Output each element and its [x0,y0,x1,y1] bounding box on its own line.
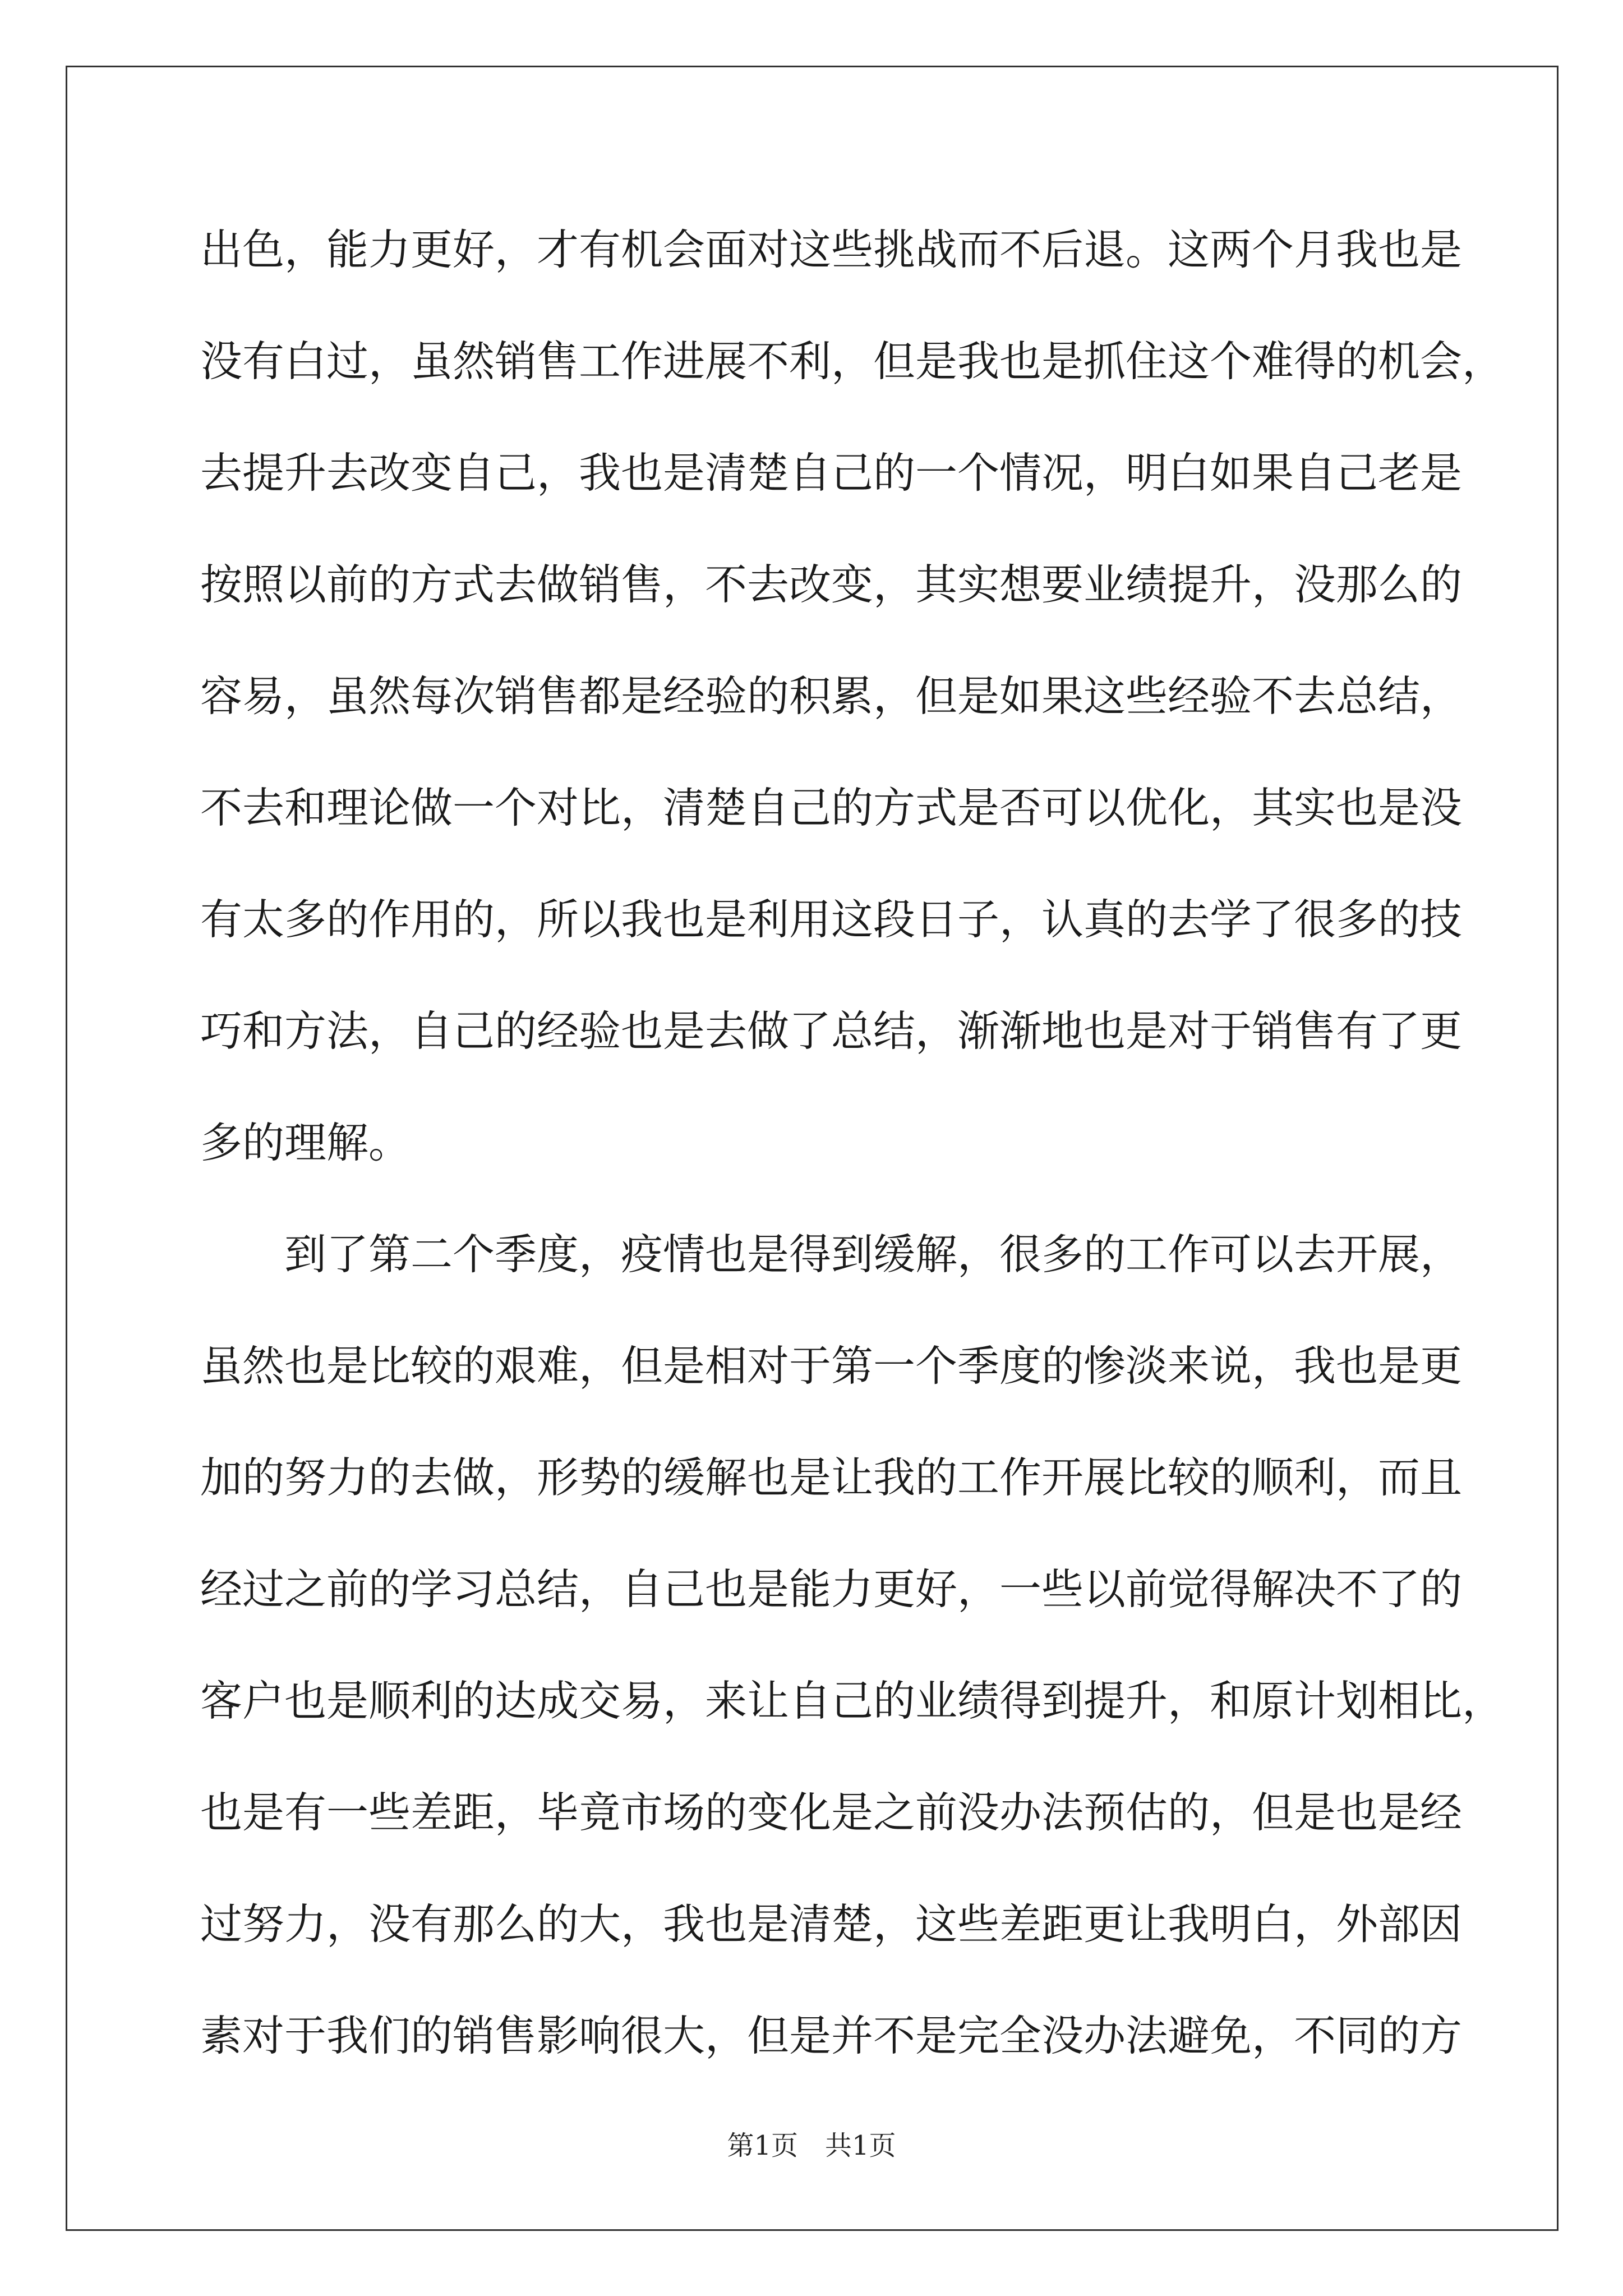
paragraph-line: 到了第二个季度，疫情也是得到缓解，很多的工作可以去开展， [200,1230,1463,1279]
paragraph-line: 经过之前的学习总结，自己也是能力更好，一些以前觉得解决不了的 [200,1565,1463,1614]
paragraph-line: 多的理解。 [200,1118,411,1167]
paragraph-line: 客户也是顺利的达成交易，来让自己的业绩得到提升，和原计划相比， [200,1676,1505,1726]
paragraph-line: 不去和理论做一个对比，清楚自己的方式是否可以优化，其实也是没 [200,783,1463,832]
paragraph-line: 去提升去改变自己，我也是清楚自己的一个情况，明白如果自己老是 [200,448,1463,498]
paragraph-line: 出色，能力更好，才有机会面对这些挑战而不后退。这两个月我也是 [200,225,1463,274]
paragraph-line: 按照以前的方式去做销售，不去改变，其实想要业绩提升，没那么的 [200,560,1463,609]
paragraph-line: 没有白过，虽然销售工作进展不利，但是我也是抓住这个难得的机会， [200,337,1505,386]
paragraph-line: 加的努力的去做，形势的缓解也是让我的工作开展比较的顺利，而且 [200,1453,1463,1502]
paragraph-line: 也是有一些差距，毕竟市场的变化是之前没办法预估的，但是也是经 [200,1788,1463,1837]
page-number-footer: 第1页 共1页 [727,2130,896,2161]
paragraph-line: 素对于我们的销售影响很大，但是并不是完全没办法避免，不同的方 [200,2011,1463,2060]
paragraph-line: 容易，虽然每次销售都是经验的积累，但是如果这些经验不去总结， [200,671,1463,721]
paragraph-line: 巧和方法，自己的经验也是去做了总结，渐渐地也是对于销售有了更 [200,1006,1463,1056]
paragraph-line: 虽然也是比较的艰难，但是相对于第一个季度的惨淡来说，我也是更 [200,1341,1463,1391]
paragraph-line: 过努力，没有那么的大，我也是清楚，这些差距更让我明白，外部因 [200,1899,1463,1949]
paragraph-line: 有太多的作用的，所以我也是利用这段日子，认真的去学了很多的技 [200,895,1463,944]
